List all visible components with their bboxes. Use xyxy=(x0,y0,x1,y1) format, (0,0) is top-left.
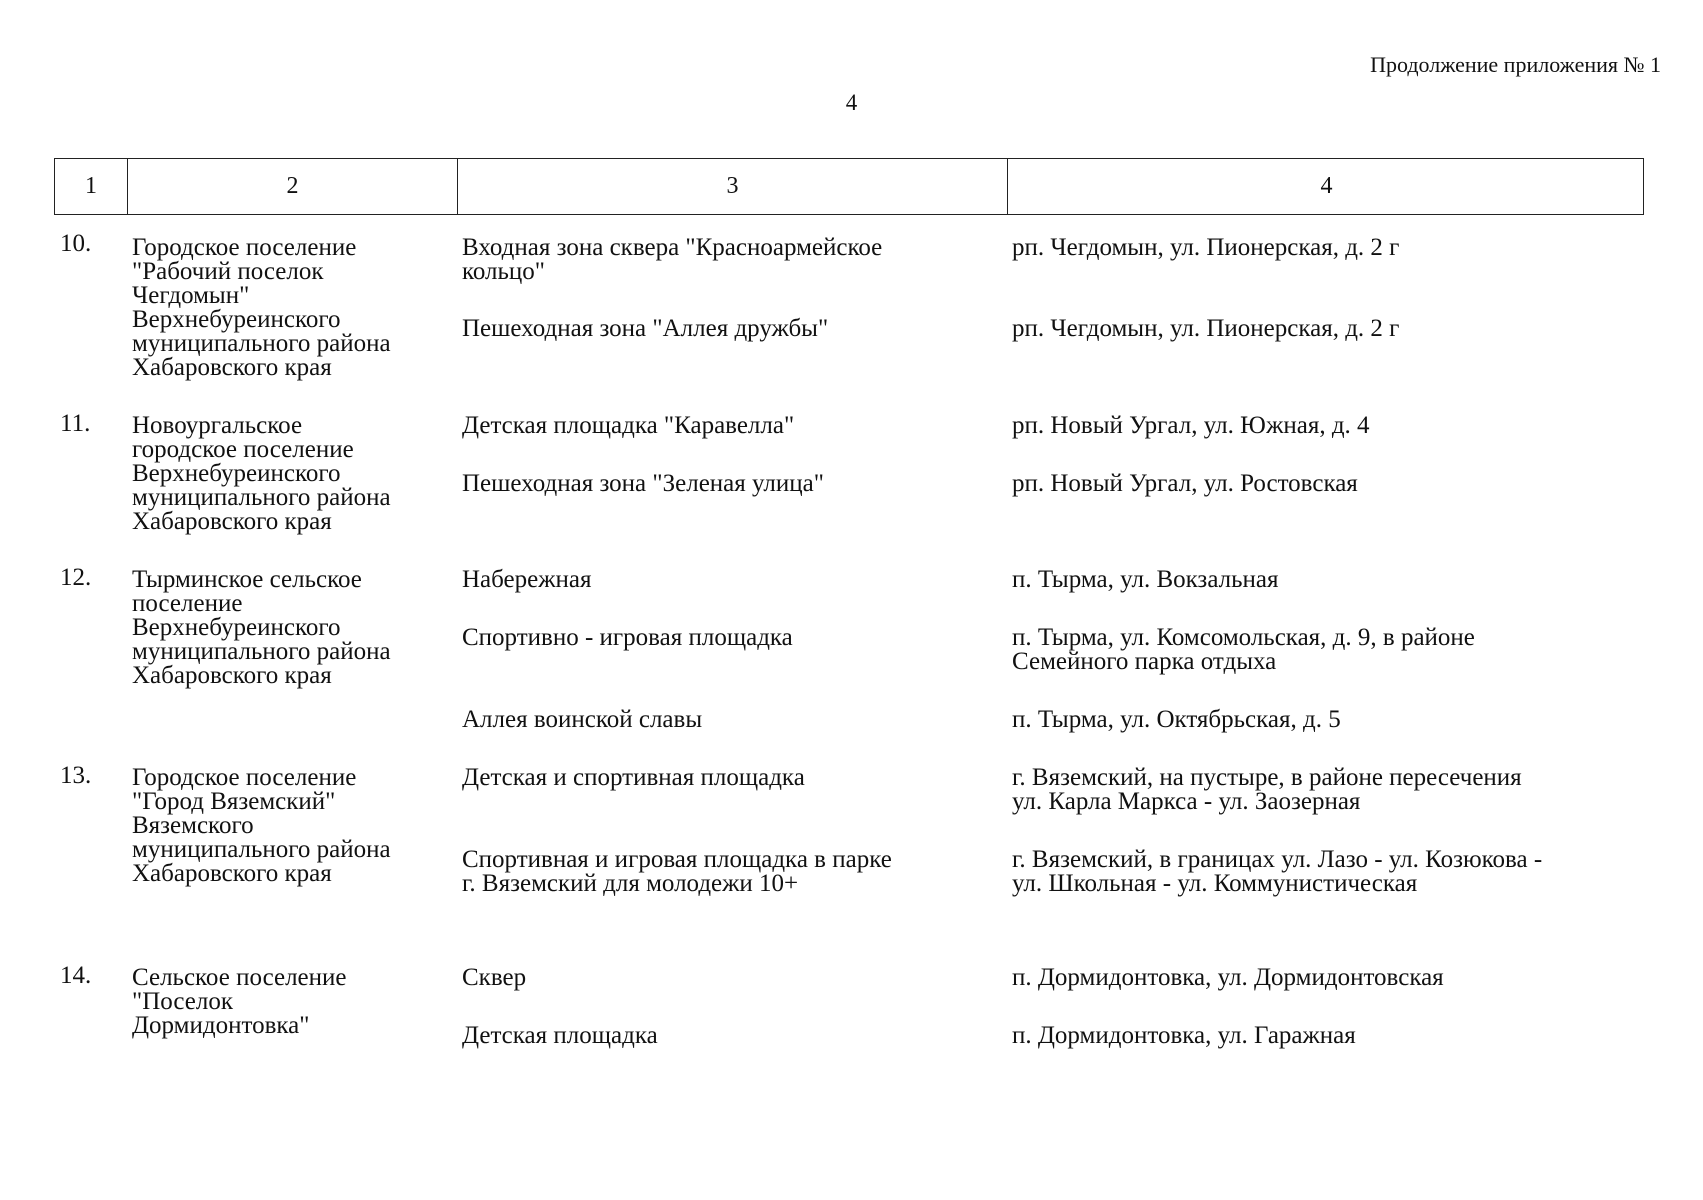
municipality-name: Городское поселение "Город Вяземский" Вяземского муниципального района Хабаровского края xyxy=(132,764,391,887)
object-address: г. Вяземский, на пустыре, в районе пересечения ул. Карла Маркса - ул. Заозерная xyxy=(1012,764,1522,815)
object-name: Детская и спортивная площадка xyxy=(462,764,805,791)
column-number-4: 4 xyxy=(1007,159,1645,214)
row-number: 13. xyxy=(60,762,92,789)
row-number: 11. xyxy=(60,410,91,437)
object-name: Входная зона сквера "Красноармейское кольцо" xyxy=(462,234,883,285)
page-number: 4 xyxy=(845,90,858,115)
object-name: Аллея воинской славы xyxy=(462,706,703,733)
municipality-name: Тырминское сельское поселение Верхнебуреинского муниципального района Хабаровского края xyxy=(132,566,391,689)
column-number-2: 2 xyxy=(127,159,457,214)
object-address: п. Дормидонтовка, ул. Дормидонтовская xyxy=(1012,964,1444,991)
object-name: Спортивно - игровая площадка xyxy=(462,624,793,651)
object-address: п. Тырма, ул. Вокзальная xyxy=(1012,566,1279,593)
row-number: 14. xyxy=(60,962,92,989)
object-name: Сквер xyxy=(462,964,527,991)
object-name: Детская площадка "Каравелла" xyxy=(462,412,795,439)
object-address: п. Дормидонтовка, ул. Гаражная xyxy=(1012,1022,1356,1049)
column-number-3: 3 xyxy=(457,159,1007,214)
object-name: Набережная xyxy=(462,566,592,593)
object-name: Пешеходная зона "Аллея дружбы" xyxy=(462,315,829,342)
row-number: 10. xyxy=(60,230,92,257)
column-number-1: 1 xyxy=(85,173,97,199)
row-number: 12. xyxy=(60,564,92,591)
object-name: Детская площадка xyxy=(462,1022,658,1049)
object-address: рп. Новый Ургал, ул. Ростовская xyxy=(1012,470,1358,497)
object-address: рп. Новый Ургал, ул. Южная, д. 4 xyxy=(1012,412,1370,439)
object-address: г. Вяземский, в границах ул. Лазо - ул. Козюкова - ул. Школьная - ул. Коммунистическая xyxy=(1012,846,1543,897)
municipality-name: Новоургальское городское поселение Верхнебуреинского муниципального района Хабаровского края xyxy=(132,412,391,535)
appendix-continuation-label: Продолжение приложения № 1 xyxy=(1370,52,1661,77)
municipality-name: Городское поселение "Рабочий поселок Чегдомын" Верхнебуреинского муниципального района Хабаровского края xyxy=(132,234,391,381)
object-name: Пешеходная зона "Зеленая улица" xyxy=(462,470,824,497)
municipality-name: Сельское поселение "Поселок Дормидонтовка" xyxy=(132,964,347,1039)
table-header-row xyxy=(54,158,1644,215)
object-name: Спортивная и игровая площадка в парке г. Вяземский для молодежи 10+ xyxy=(462,846,892,897)
object-address: п. Тырма, ул. Комсомольская, д. 9, в районе Семейного парка отдыха xyxy=(1012,624,1475,675)
object-address: рп. Чегдомын, ул. Пионерская, д. 2 г xyxy=(1012,234,1400,261)
object-address: п. Тырма, ул. Октябрьская, д. 5 xyxy=(1012,706,1341,733)
object-address: рп. Чегдомын, ул. Пионерская, д. 2 г xyxy=(1012,315,1400,342)
